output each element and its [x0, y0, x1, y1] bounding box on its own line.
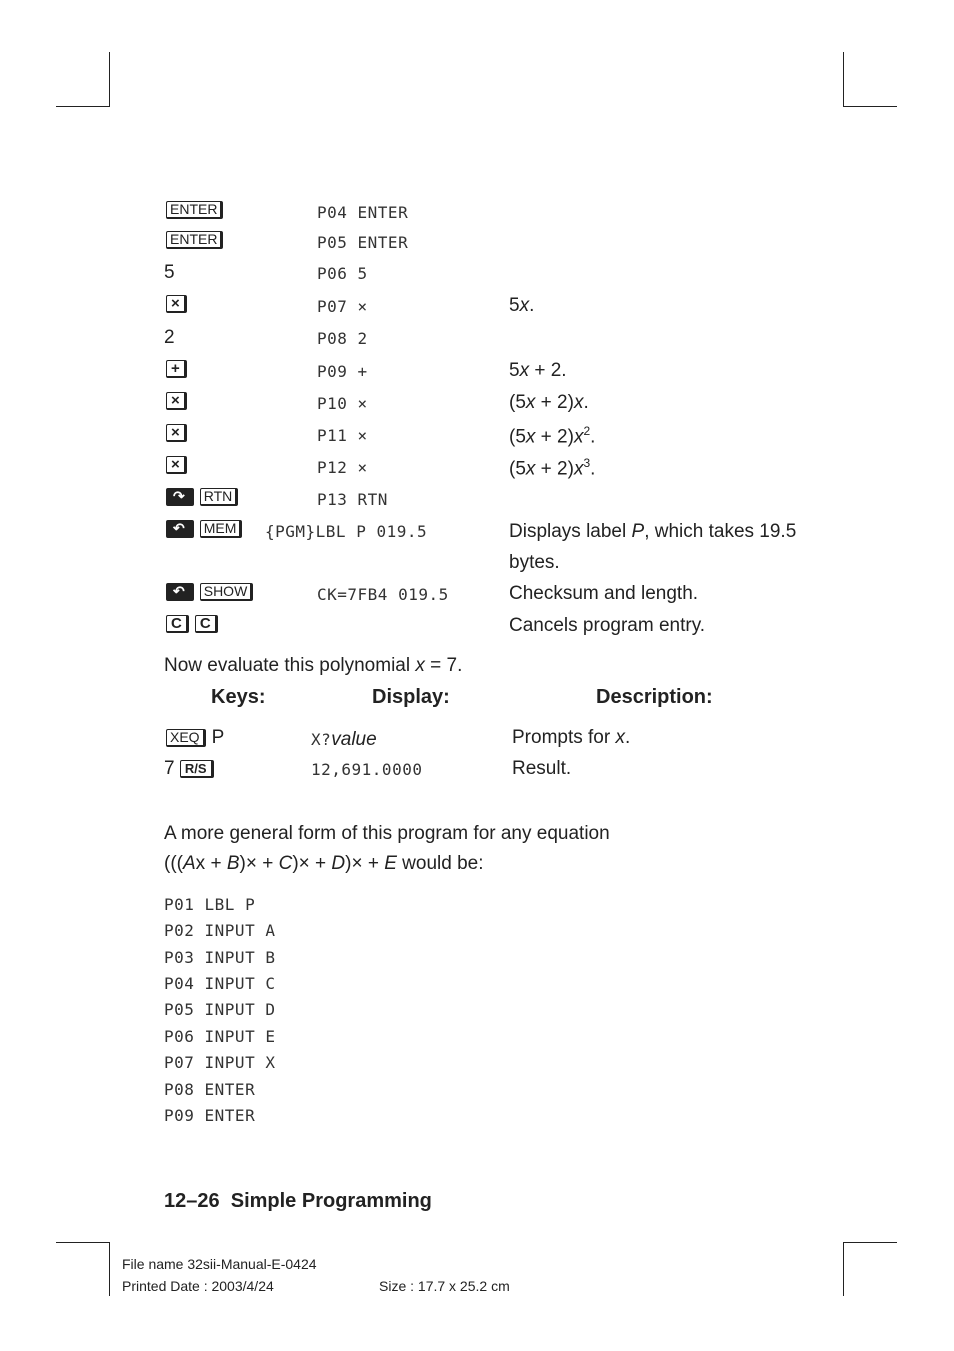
- description-text: $(5x + 2)x^2$.: [509, 424, 596, 448]
- description-text: Prompts for x.: [512, 727, 631, 748]
- display-text: P09 +: [317, 362, 368, 381]
- crop-mark: [109, 1242, 110, 1296]
- program-line: P09 ENTER: [164, 1106, 256, 1125]
- display-text: P11 ×: [317, 426, 368, 445]
- left-shift-key-icon: ↶: [166, 520, 194, 538]
- key-text: 2: [164, 327, 175, 348]
- enter-key-icon: ENTER: [166, 231, 223, 249]
- header-description: Description:: [596, 686, 713, 708]
- display-text: P13 RTN: [317, 490, 388, 509]
- description-text: $(5x + 2)x^3$.: [509, 456, 596, 480]
- header-keys: Keys:: [211, 686, 266, 708]
- file-name: File name 32sii-Manual-E-0424: [122, 1256, 317, 1272]
- left-shift-key-icon: ↶: [166, 583, 194, 601]
- crop-mark: [843, 106, 897, 107]
- display-text: P05 ENTER: [317, 233, 409, 252]
- display-text: P12 ×: [317, 458, 368, 477]
- intro-text: Now evaluate this polynomial x = 7.: [164, 655, 463, 676]
- program-line: P01 LBL P: [164, 895, 256, 914]
- crop-mark: [56, 106, 110, 107]
- xeq-key-icon: XEQ: [166, 729, 206, 747]
- clear-key-icon: C: [166, 615, 189, 633]
- paragraph-line: (((Ax + B)× + C)× + D)× + E would be:: [164, 853, 484, 874]
- description-text: (5x + 2)x.: [509, 392, 589, 413]
- key-text: 5: [164, 262, 175, 283]
- display-text: P07 ×: [317, 297, 368, 316]
- description-text: 5x.: [509, 295, 535, 316]
- program-line: P05 INPUT D: [164, 1000, 276, 1019]
- mem-key-icon: MEM: [200, 520, 243, 538]
- crop-mark: [109, 52, 110, 106]
- multiply-key-icon: ×: [166, 295, 187, 313]
- multiply-key-icon: ×: [166, 392, 187, 410]
- printed-date: Printed Date : 2003/4/24: [122, 1278, 274, 1294]
- display-italic-text: value: [331, 729, 377, 750]
- crop-mark: [56, 1242, 110, 1243]
- run-stop-key-icon: R/S: [180, 760, 214, 778]
- page-size: Size : 17.7 x 25.2 cm: [379, 1278, 510, 1294]
- display-text: 12,691.0000: [311, 760, 423, 779]
- display-text: P08 2: [317, 329, 368, 348]
- plus-key-icon: +: [166, 360, 187, 378]
- description-text: Cancels program entry.: [509, 615, 706, 636]
- rtn-key-icon: RTN: [200, 488, 239, 506]
- program-line: P07 INPUT X: [164, 1053, 276, 1072]
- multiply-key-icon: ×: [166, 424, 187, 442]
- display-text: {PGM}LBL P 019.5: [265, 522, 428, 541]
- crop-mark: [843, 52, 844, 106]
- clear-key-icon: C: [195, 615, 218, 633]
- display-text: CK=7FB4 019.5: [317, 585, 449, 604]
- program-line: P03 INPUT B: [164, 948, 276, 967]
- program-line: P02 INPUT A: [164, 921, 276, 940]
- display-text: P06 5: [317, 264, 368, 283]
- right-shift-key-icon: ↷: [166, 488, 194, 506]
- key-text: 7: [164, 758, 175, 779]
- display-text: P04 ENTER: [317, 203, 409, 222]
- program-line: P06 INPUT E: [164, 1027, 276, 1046]
- header-display: Display:: [372, 686, 450, 708]
- key-text: P: [211, 727, 225, 748]
- display-text: P10 ×: [317, 394, 368, 413]
- crop-mark: [843, 1242, 897, 1243]
- crop-mark: [843, 1242, 844, 1296]
- multiply-key-icon: ×: [166, 456, 187, 474]
- paragraph-line: A more general form of this program for any equation: [164, 823, 610, 844]
- description-text: Result.: [512, 758, 572, 779]
- description-text: Checksum and length.: [509, 583, 699, 604]
- show-key-icon: SHOW: [200, 583, 254, 601]
- description-text: 5x + 2.: [509, 360, 567, 381]
- display-text: X?: [311, 730, 332, 749]
- page-footer: 12–26 Simple Programming: [164, 1190, 432, 1212]
- description-text: Displays label P, which takes 19.5 bytes.: [509, 521, 797, 573]
- enter-key-icon: ENTER: [166, 201, 223, 219]
- program-line: P08 ENTER: [164, 1080, 256, 1099]
- program-line: P04 INPUT C: [164, 974, 276, 993]
